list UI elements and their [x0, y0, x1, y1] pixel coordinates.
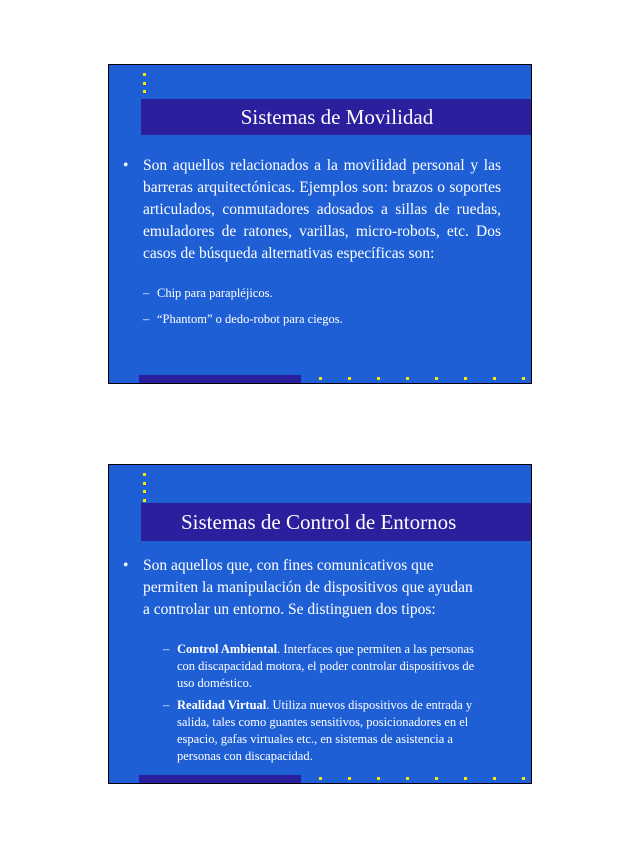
dash-icon: –	[163, 698, 170, 712]
slide-1	[108, 64, 532, 384]
sub-item-heading: Realidad Virtual	[177, 698, 267, 712]
slide-2	[108, 464, 532, 784]
bullet-icon: •	[123, 557, 129, 574]
title-bar	[141, 503, 532, 541]
vertical-dots-decoration	[143, 473, 147, 507]
horizontal-dots-decoration	[319, 777, 532, 780]
dash-icon: –	[143, 286, 150, 300]
slide-title: Sistemas de Control de Entornos	[181, 510, 457, 534]
dash-icon: –	[143, 312, 150, 326]
bullet-text: Son aquellos que, con fines comunicativos que permiten la manipulación de dispositivos que ayudan a controlar un entorno. Se distinguen dos tipos:	[143, 557, 473, 618]
sub-item-text: . Interfaces que permiten a las personas con discapacidad motora, el poder controlar dispositivos de uso doméstico.	[177, 642, 475, 690]
sub-item	[143, 311, 503, 328]
bullet-text: Son aquellos relacionados a la movilidad personal y las barreras arquitectónicas. Ejemplos son: brazos o soportes articulados, conmutadores adosados a sillas de ruedas, emuladores de ratones, varillas, micro-robots, etc. Dos casos de búsqueda alternativas específicas son:	[143, 157, 501, 262]
sub-item	[163, 697, 493, 765]
sub-item-text: . Utiliza nuevos dispositivos de entrada y salida, tales como guantes sensitivos, posicionadores en el espacio, gafas virtuales etc., en sistemas de asistencia a personas con discapacidad.	[177, 698, 473, 763]
sub-item-text: Chip para parapléjicos.	[157, 286, 273, 300]
bullet-point	[123, 555, 483, 621]
sub-item-text: “Phantom” o dedo-robot para ciegos.	[157, 312, 343, 326]
bottom-bar-decoration	[139, 775, 301, 783]
bottom-bar-decoration	[139, 375, 301, 383]
title-bar	[141, 99, 532, 135]
slide-title: Sistemas de Movilidad	[240, 105, 434, 129]
sub-item-heading: Control Ambiental	[177, 642, 278, 656]
horizontal-dots-decoration	[319, 377, 532, 380]
bullet-icon: •	[123, 157, 129, 174]
sub-item	[143, 285, 503, 302]
sub-item	[163, 641, 493, 692]
dash-icon: –	[163, 642, 170, 656]
bullet-point	[123, 155, 501, 265]
